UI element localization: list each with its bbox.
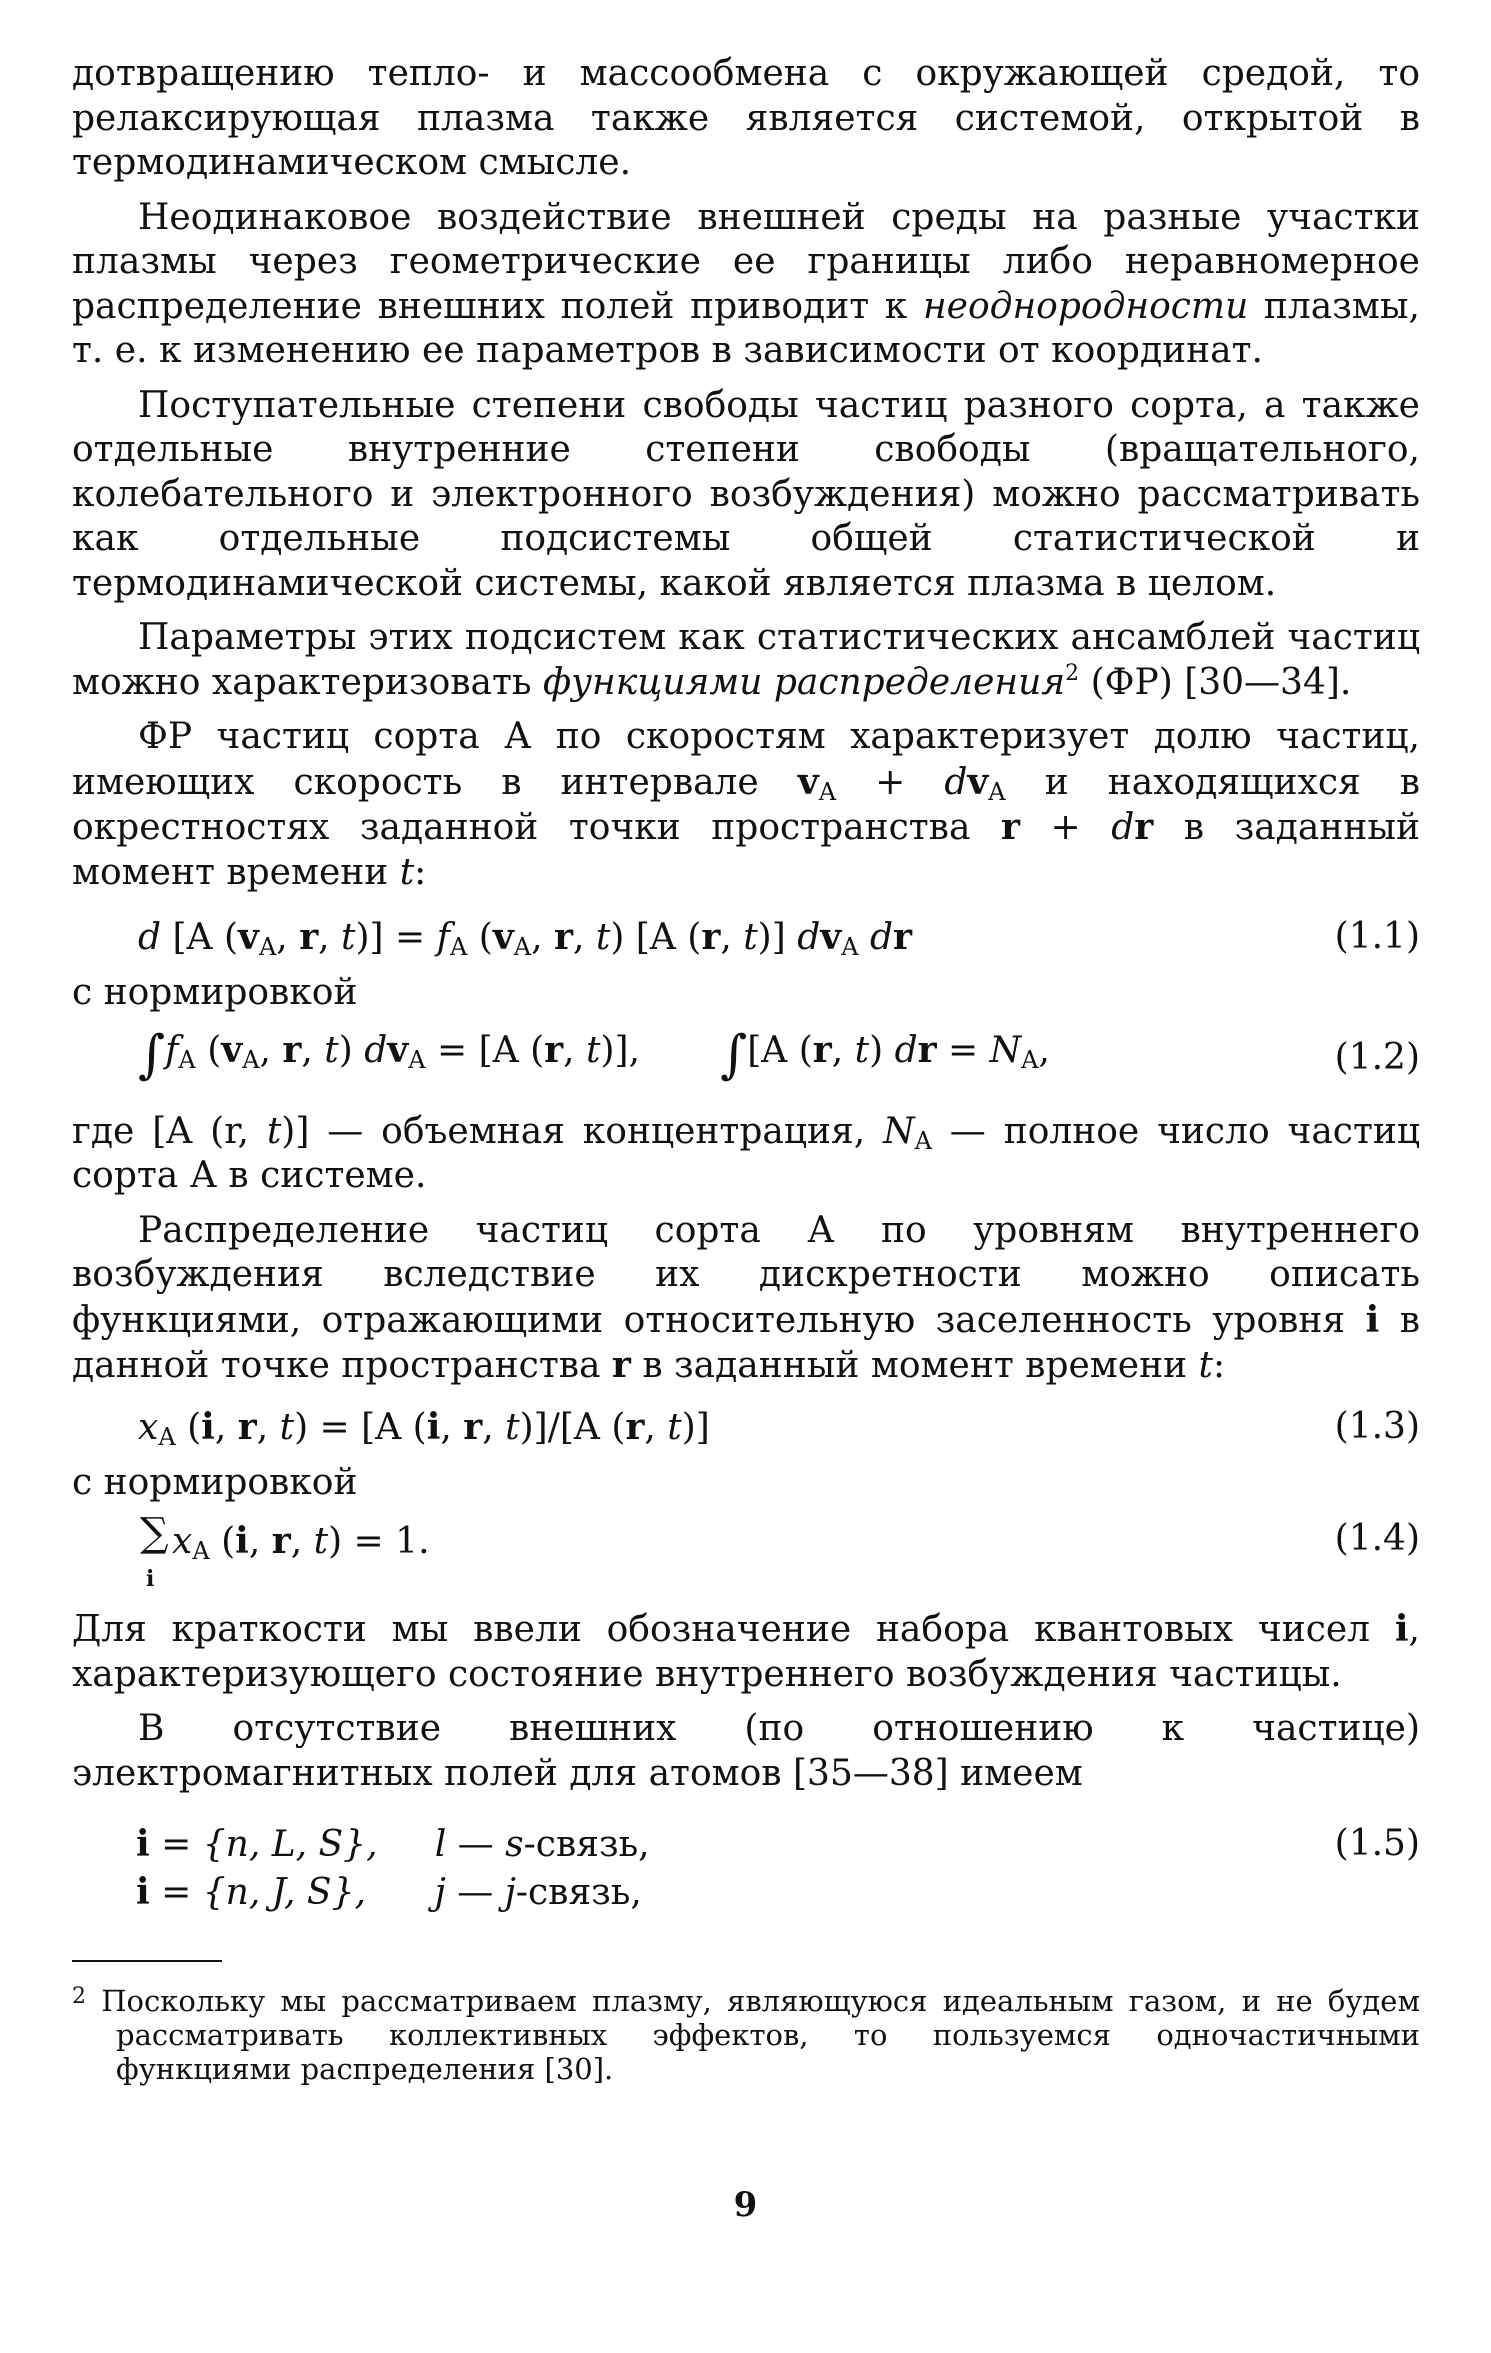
equation-1-5-number: (1.5) — [1334, 1823, 1420, 1864]
sum-symbol: ∑ i — [140, 1510, 169, 1592]
equation-1-1-formula: d [A ($v_A$, r, $t)] = f_A$ ($v_A$, r, t) [A (r, t)] $dv_A$ dr — [138, 916, 912, 961]
page-body — [72, 52, 1420, 2086]
equation-1-5-line-2 — [72, 1864, 1420, 1916]
equation-1-5-line-1 — [72, 1816, 1420, 1864]
equation-1-2 — [72, 1022, 1420, 1096]
equation-1-3 — [72, 1399, 1420, 1457]
equation-1-3-formula: $x_A$ (i, r, t) = [A (i, r, t)]/[A (r, t)] — [138, 1405, 710, 1451]
footnote-ref: 2 — [1065, 660, 1080, 686]
paragraph-9: В отсутствие внешних (по отношению к частице) электромагнитных полей для атомов [35—38] имеем — [72, 1708, 1420, 1794]
paragraph-6: где [A (r, t)] — объемная концентрация, $N_A$ — полное число частиц сорта А в системе. — [72, 1110, 1420, 1196]
equation-1-3-number: (1.3) — [1334, 1405, 1420, 1447]
equation-1-5-line-2-formula: i = {n, J, S}, j — j-связь, — [136, 1871, 642, 1913]
normalization-label-2: с нормировкой — [72, 1461, 358, 1503]
paragraph-3: Поступательные степени свободы частиц разного сорта, а также отдельные внутренние степени свободы (вращательного, колебательного и электронного возбуждения) можно рассматривать как отдельные подсистемы общей статистической и термодинамической системы, какой является плазма в целом. — [72, 384, 1420, 604]
emphasis-distribution-functions: функциями распределения — [542, 661, 1066, 703]
paragraph-1: дотвращению тепло- и массообмена с окружающей средой, то релаксирующая плазма также является системой, открытой в термодинамическом смысле. — [72, 53, 1420, 183]
normalization-label-1: с нормировкой — [72, 972, 358, 1013]
footnote-2: $^2$ Поскольку мы рассматриваем плазму, являющуюся идеальным газом, и не будем рассматривать коллективных эффектов, то пользуемся одночастичными функциями распределения [30]. — [72, 1984, 1420, 2086]
footnote-divider — [72, 1960, 222, 1962]
equation-1-2-number: (1.2) — [1334, 1036, 1420, 1078]
paragraph-4: Параметры этих подсистем как статистических ансамблей частиц можно характеризовать функциями распределения$^2$ (ФР) [30—34]. — [72, 617, 1420, 703]
paragraph-7: Распределение частиц сорта А по уровням внутреннего возбуждения вследствие их дискретности можно описать функциями, отражающими относительную заселенность уровня i в данной точке пространства r в заданный момент времени t: — [72, 1209, 1420, 1386]
equation-1-4-formula: ∑ i $x_A$ (i, r, t) = 1. — [140, 1510, 430, 1592]
equation-1-1-number: (1.1) — [1334, 916, 1420, 957]
equation-1-4 — [72, 1511, 1420, 1597]
paragraph-8: Для краткости мы ввели обозначение набора квантовых чисел i, характеризующего состояние внутреннего возбуждения частицы. — [72, 1608, 1420, 1695]
equation-1-5-line-1-formula: i = {n, L, S}, l — s-связь, — [136, 1823, 650, 1865]
footnote-mark: 2 — [72, 1984, 86, 2009]
equation-1-1 — [72, 909, 1420, 967]
emphasis-inhomogeneity: неоднородности — [922, 285, 1249, 327]
equation-1-4-number: (1.4) — [1334, 1518, 1420, 1559]
paragraph-5: ФР частиц сорта А по скоростям характеризует долю частиц, имеющих скорость в интервале $v_A + dv_A$ и находящихся в окрестностях заданной точки пространства r + dr в заданный момент времени t: — [72, 716, 1421, 893]
page-number: 9 — [733, 2185, 758, 2225]
paragraph-2: Неодинаковое воздействие внешней среды на разные участки плазмы через геометрические ее границы либо неравномерное распределение внешних полей приводит к неоднородности плазмы, т. е. к изменению ее параметров в зависимости от координат. — [72, 196, 1420, 371]
equation-1-2-formula: $\int f_A$ ($v_A$, r, t) $dv_A = [A$ (r, t)], ∫[A (r, t) dr = $N_A$, — [138, 1024, 1050, 1085]
